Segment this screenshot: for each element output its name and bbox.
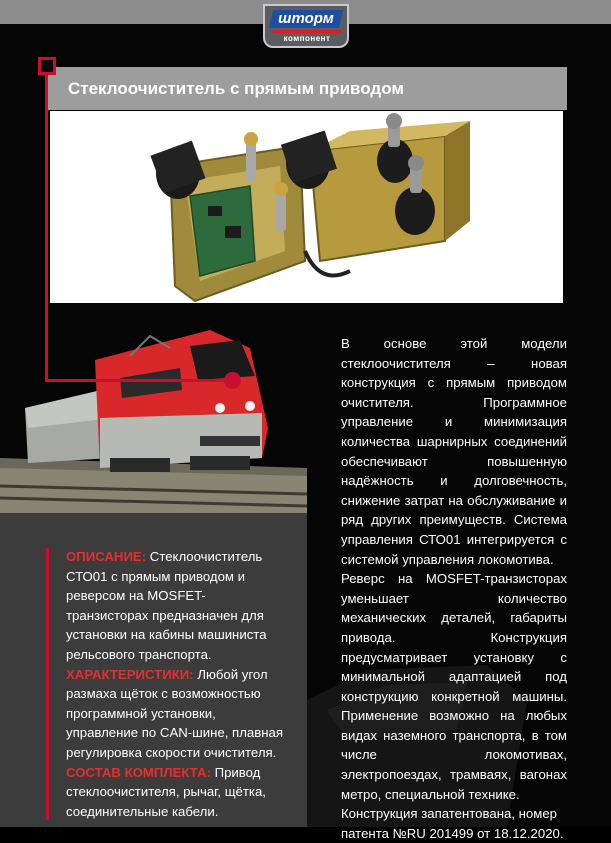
- body-text: [341, 334, 567, 843]
- page-title: Стеклоочиститель с прямым приводом: [68, 79, 404, 98]
- text-kit: Привод стеклоочистителя, рычаг, щётка, соединительные кабели.: [66, 764, 266, 819]
- body-paragraph-2: Реверс на MOSFET-транзисторах уменьшает количество механических деталей, габариты привода. Конструкция предусматривает установку с минимальной адаптацией под конструкцию конкретной машины. Применение возможно на любых видах наземного транспорта, в том числе локомотивах, электропоездах, трамваях, вагонах метро, специальной технике.: [341, 571, 567, 802]
- label-characteristics: ХАРАКТЕРИСТИКИ:: [66, 666, 194, 682]
- description-section-kit: [66, 763, 288, 822]
- company-logo: [263, 4, 349, 48]
- logo-stripe: [273, 30, 342, 33]
- connector-line-vertical: [45, 75, 48, 382]
- description-accent-bar: [46, 548, 49, 820]
- logo-sub-text: компонент: [283, 34, 331, 43]
- description-text: [66, 547, 288, 821]
- product-photo: [50, 111, 563, 303]
- title-bar: [46, 67, 567, 110]
- logo-main-text: шторм: [278, 10, 334, 27]
- text-characteristics: Любой угол размаха щёток с возможностью программной установки, управление по CAN-шине, плавная регулировка скорости очистителя.: [66, 666, 283, 760]
- connector-dot: [224, 372, 241, 389]
- body-paragraph-3: Конструкция запатентована, номер патента №RU 201499 от 18.12.2020.: [341, 806, 564, 841]
- body-paragraph-1: В основе этой модели стеклоочистителя – новая конструкция с прямым приводом очистителя. Программное управление и минимизация количества шарнирных соединений обеспечивают повышенную надёжность и долговечность, снижение затрат на обслуживание и ряд других преимуществ. Система управления СТО01 интегрируется с системой управления локомотива.: [341, 336, 567, 567]
- connector-line-horizontal: [45, 379, 233, 382]
- label-description: ОПИСАНИЕ:: [66, 549, 147, 564]
- text-description: Стеклоочиститель СТО01 с прямым приводом и реверсом на MOSFET-транзисторах предназначен для установки на кабины машиниста рельсового транспорта.: [66, 549, 267, 662]
- label-kit: СОСТАВ КОМПЛЕКТА:: [66, 764, 211, 780]
- description-section-characteristics: [66, 665, 288, 763]
- wiper-motor-illustration: [50, 111, 563, 303]
- logo-main-plate: [269, 10, 343, 28]
- description-section-description: [66, 547, 288, 665]
- connector-square-marker: [38, 57, 56, 75]
